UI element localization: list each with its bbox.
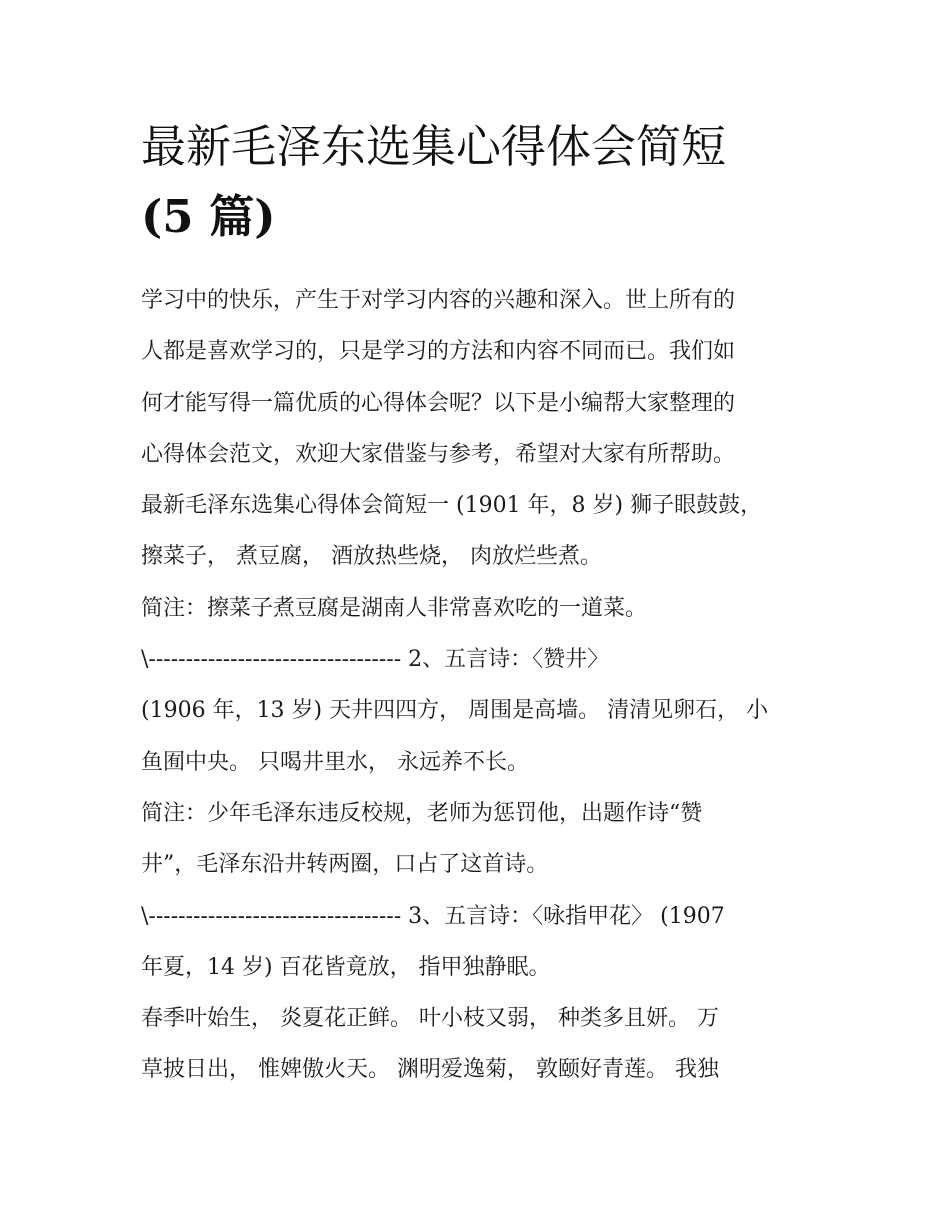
body-line: 草披日出， 惟婢傲火天。 渊明爱逸菊， 敦颐好青莲。 我独 [141,1057,719,1083]
document-body [141,275,821,1096]
body-line: 最新毛泽东选集心得体会简短一 (1901 年，8 岁) 狮子眼鼓鼓， [141,493,763,519]
title-line-1: 最新毛泽东选集心得体会简短 [141,120,727,173]
body-line: 简注：擦菜子煮豆腐是湖南人非常喜欢吃的一道菜。 [141,595,648,621]
body-line: 年夏，14 岁) 百花皆竟放， 指甲独静眠。 [141,954,551,980]
body-line: 学习中的快乐，产生于对学习内容的兴趣和深入。世上所有的 [141,288,736,313]
separator-line: \---------------------------------- 3、五言诗：〈咏指甲花〉 (1907 [141,903,725,929]
separator-line: \---------------------------------- 2、五言诗：〈赞井〉 [141,647,610,673]
body-line: 春季叶始生， 炎夏花正鲜。 叶小枝又弱， 种类多且妍。 万 [141,1006,719,1032]
document-title [141,112,841,252]
body-line: (1906 年，13 岁) 天井四四方， 周围是高墙。 清清见卵石， 小 [141,698,769,724]
body-line: 简注：少年毛泽东违反校规，老师为惩罚他，出题作诗“赞 [141,800,703,826]
body-line: 擦菜子， 煮豆腐， 酒放热些烧， 肉放烂些煮。 [141,544,602,570]
body-line: 人都是喜欢学习的，只是学习的方法和内容不同而已。我们如 [141,339,736,365]
title-line-2: (5 篇) [141,190,276,243]
body-line: 心得体会范文，欢迎大家借鉴与参考，希望对大家有所帮助。 [141,441,736,467]
body-line: 何才能写得一篇优质的心得体会呢？以下是小编帮大家整理的 [141,390,736,416]
body-line: 井”，毛泽东沿井转两圈，口占了这首诗。 [141,852,549,878]
body-line: 鱼囿中央。 只喝井里水， 永远养不长。 [141,749,529,775]
